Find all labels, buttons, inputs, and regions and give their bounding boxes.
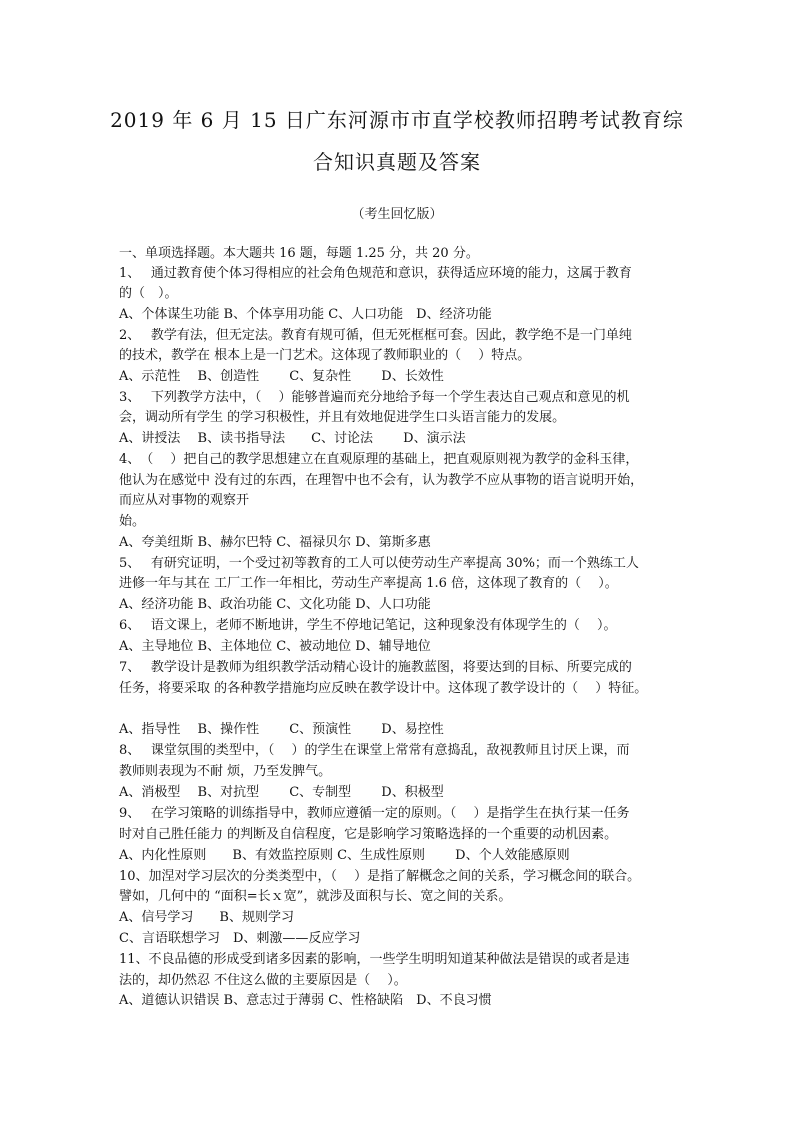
question-text: 譬如，几何中的 “面积=长ｘ宽”，就涉及面积与长、宽之间的关系。: [119, 889, 512, 904]
answer-options: A、个体谋生功能 B、个体享用功能 C、人口功能 D、经济功能: [119, 307, 492, 322]
answer-options: A、经济功能 B、政治功能 C、文化功能 D、人口功能: [119, 597, 431, 612]
question-text: 8、 课堂氛围的类型中，（ ）的学生在课堂上常常有意捣乱，敌视教师且讨厌上课，而: [119, 743, 630, 758]
question-text: 1、 通过教育使个体习得相应的社会角色规范和意识，获得适应环境的能力，这属于教育: [119, 266, 632, 281]
document-title-line2: 合知识真题及答案: [313, 150, 481, 174]
answer-options: A、夸美纽斯 B、赫尔巴特 C、福禄贝尔 D、第斯多惠: [119, 535, 431, 550]
answer-options: A、示范性 B、创造性 C、复杂性 D、长效性: [119, 369, 444, 384]
document-subtitle: （考生回忆版）: [351, 207, 443, 222]
answer-options: A、讲授法 B、读书指导法 C、讨论法 D、演示法: [119, 431, 466, 446]
answer-options: A、消极型 B、对抗型 C、专制型 D、积极型: [119, 785, 444, 800]
question-text: 法的，却仍然忍 不住这么做的主要原因是（ ）。: [119, 973, 407, 988]
question-text: 5、 有研究证明，一个受过初等教育的工人可以使劳动生产率提高 30%；而一个熟练工人: [119, 556, 639, 571]
section-heading: 一、单项选择题。本大题共 16 题，每题 1.25 分，共 20 分。: [119, 246, 479, 261]
question-text: 3、 下列教学方法中，（ ）能够普遍而充分地给予每一个学生表达自己观点和意见的机: [119, 390, 630, 405]
question-text: 2、 教学有法，但无定法。教育有规可循，但无死框框可套。因此，教学绝不是一门单纯: [119, 328, 632, 343]
answer-options: A、内化性原则 B、有效监控原则 C、生成性原则 D、个人效能感原则: [119, 848, 570, 863]
question-text: 4、 （ ）把自己的教学思想建立在直观原理的基础上，把直观原则视为教学的金科玉律，: [119, 452, 639, 467]
document-title-line1: 2019 年 6 月 15 日广东河源市市直学校教师招聘考试教育综: [110, 108, 684, 132]
question-text: 6、 语文课上，老师不断地讲，学生不停地记笔记，这种现象没有体现学生的（ ）。: [119, 618, 617, 633]
answer-options: A、主导地位 B、主体地位 C、被动地位 D、辅导地位: [119, 639, 431, 654]
answer-options: C、言语联想学习 D、刺激——反应学习: [119, 931, 361, 946]
question-text: 教师则表现为不耐 烦，乃至发脾气。: [119, 764, 332, 779]
question-text: 而应从对事物的观察开: [119, 493, 250, 508]
question-text: 11、不良品德的形成受到诸多因素的影响，一些学生明明知道某种做法是错误的或者是违: [119, 952, 630, 967]
answer-options: A、道德认识错误 B、意志过于薄弱 C、性格缺陷 D、不良习惯: [119, 993, 492, 1008]
question-text: 他认为在感觉中 没有过的东西，在理智中也不会有，认为教学不应从事物的语言说明开始，: [119, 473, 644, 488]
question-text: 的（ ）。: [119, 286, 178, 301]
question-text: 的技术，教学在 根本上是一门艺术。这体现了教师职业的（ ）特点。: [119, 348, 531, 363]
answer-options: A、指导性 B、操作性 C、预演性 D、易控性: [119, 722, 444, 737]
question-text: 7、 教学设计是教师为组织教学活动精心设计的施教蓝图，将要达到的目标、所要完成的: [119, 660, 632, 675]
question-text: 会，调动所有学生 的学习积极性，并且有效地促进学生口头语言能力的发展。: [119, 410, 566, 425]
question-text: 始。: [119, 514, 146, 529]
question-text: 10、加涅对学习层次的分类类型中，（ ）是指了解概念之间的关系，学习概念间的联合。: [119, 869, 641, 884]
question-text: 9、 在学习策略的训练指导中，教师应遵循一定的原则。（ ）是指学生在执行某一任务: [119, 806, 630, 821]
question-text: 进修一年与其在 工厂工作一年相比，劳动生产率提高 1.6 倍，这体现了教育的（ ）。: [119, 576, 618, 591]
question-text: 任务，将要采取 的各种教学措施均应反映在教学设计中。这体现了教学设计的（ ）特征。: [119, 681, 648, 696]
answer-options: A、信号学习 B、规则学习: [119, 910, 294, 925]
question-text: 时对自己胜任能力 的判断及自信程度，它是影响学习策略选择的一个重要的动机因素。: [119, 827, 618, 842]
